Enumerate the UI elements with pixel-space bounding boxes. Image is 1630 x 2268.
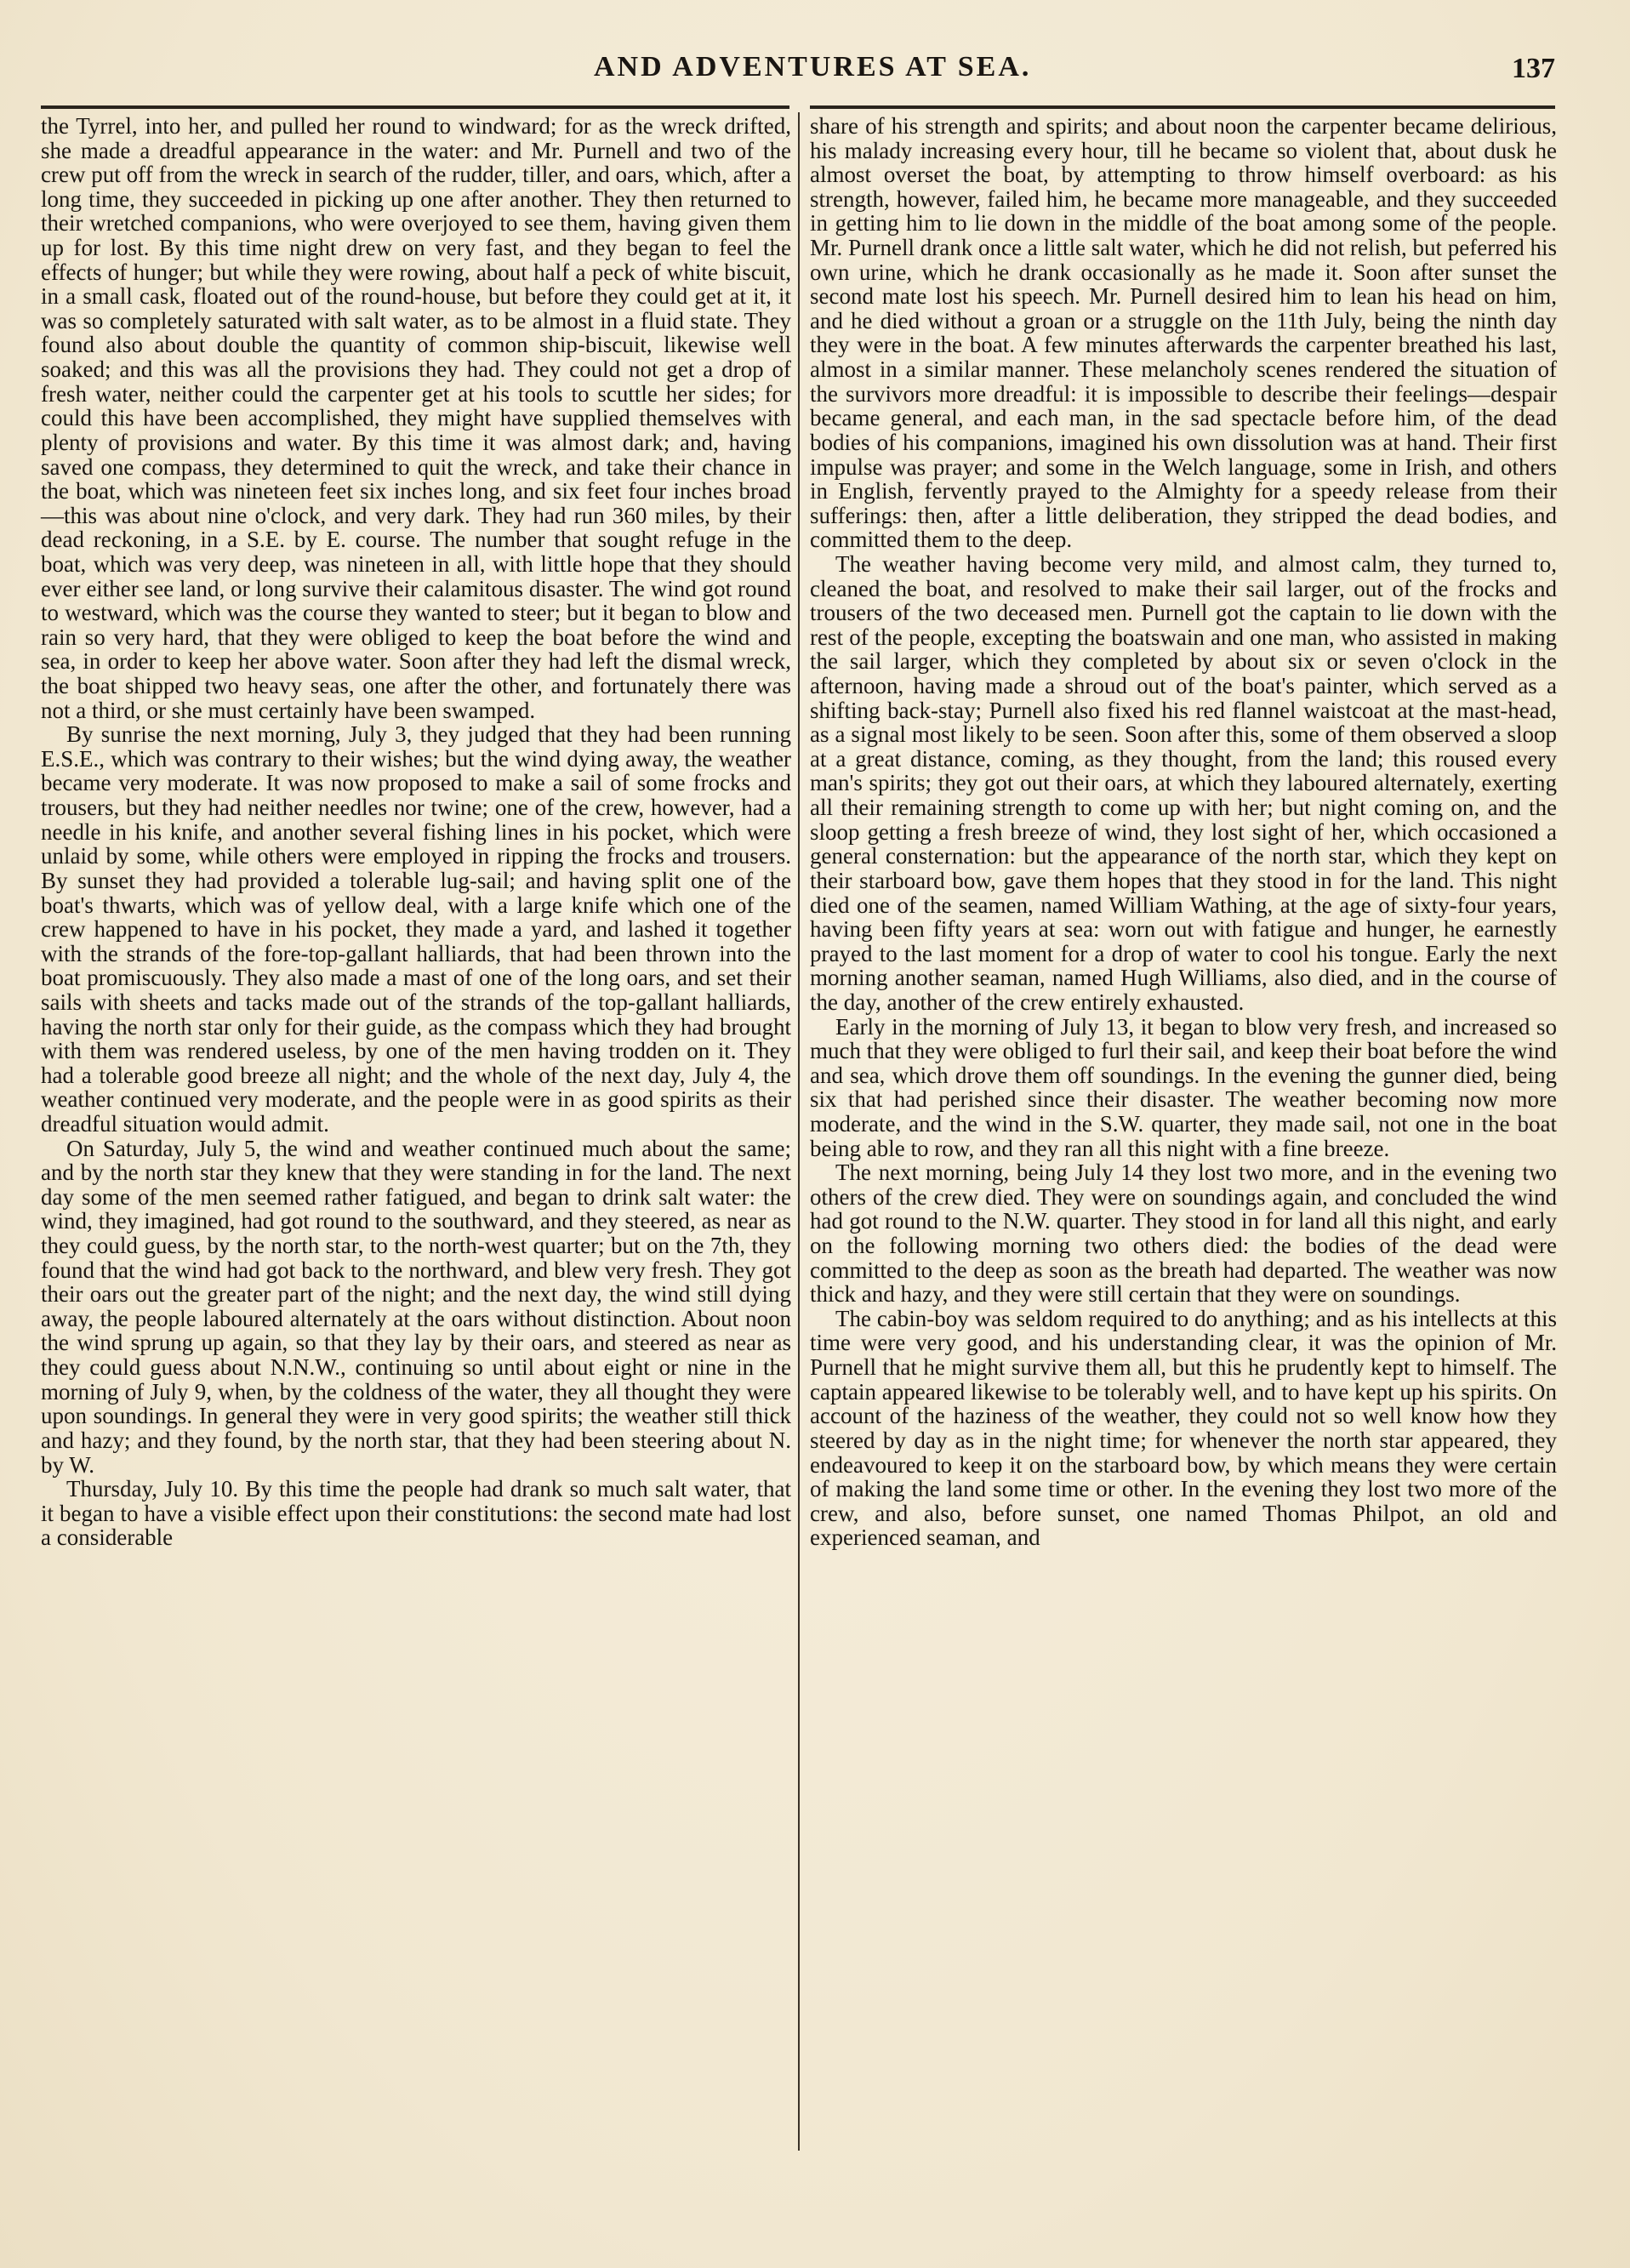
page-number: 137 (1512, 53, 1555, 84)
column-divider (798, 112, 800, 2151)
paragraph: The weather having become very mild, and almost calm, they turned to, cleaned the boat, and resolved to make their sail larger, out of the frocks and trousers of the two deceased men. Purnell got the captain to lie down with the rest of the people, excepting the boatswain and one man, who assisted in making the sail larger, which they completed by about six or seven o'clock in the afternoon, having made a shroud out of the boat's painter, which served as a shifting back-stay; Purnell also fixed his red flannel waistcoat at the mast-head, as a signal most likely to be seen. Soon after this, some of them observed a sloop at a great distance, coming, as they thought, from the land; this roused every man's spirits; they got out their oars, at which they laboured alternately, exerting all their remaining strength to come up with her; but night coming on, and the sloop getting a fresh breeze of wind, they lost sight of her, which occasioned a general consternation: but the appearance of the north star, which they kept on their starboard bow, gave them hopes that they stood in for the land. This night died one of the seamen, named William Wathing, at the age of sixty-four years, having been fifty years at sea: worn out with fatigue and hunger, he earnestly prayed to the last moment for a drop of water to cool his tongue. Early the next morning another seaman, named Hugh Williams, also died, and in the course of the day, another of the crew entirely exhausted. (810, 550, 1557, 1015)
header-rule-left (41, 105, 789, 109)
running-title: AND ADVENTURES AT SEA. (594, 51, 1032, 83)
paragraph: the Tyrrel, into her, and pulled her round to windward; for as the wreck drifted, she made a dreadful appearance in the water: and Mr. Purnell and two of the crew put off from the wreck in search of the rudder, tiller, and oars, which, after a long time, they succeeded in picking up one after another. They then returned to their wretched companions, who were overjoyed to see them, having given them up for lost. By this time night drew on very fast, and they began to feel the effects of hunger; but while they were rowing, about half a peck of white biscuit, in a small cask, floated out of the round-house, but before they could get at it, it was so completely saturated with salt water, as to be almost in a fluid state. They found also about double the quantity of common ship-biscuit, likewise well soaked; and this was all the provisions they had. They could not get a drop of fresh water, neither could the carpenter get at his tools to scuttle her sides; for could this have been accomplished, they might have supplied themselves with plenty of provisions and water. By this time it was almost dark; and, having saved one compass, they determined to quit the wreck, and take their chance in the boat, which was nineteen feet six inches long, and six feet four inches broad—this was about nine o'clock, and very dark. They had run 360 miles, by their dead reckoning, in a S.E. by E. course. The number that sought refuge in the boat, which was very deep, was nineteen in all, with little hope that they should ever either see land, or long survive their calamitous disaster. The wind got round to westward, which was the course they wanted to steer; but it began to blow and rain so very hard, that they were obliged to keep the boat before the wind and sea, in order to keep her above water. Soon after they had left the dismal wreck, the boat shipped two heavy seas, one after the other, and fortunately there was not a third, or she must certainly have been swamped. (41, 113, 791, 723)
paragraph: share of his strength and spirits; and about noon the carpenter became delirious, his malady increasing every hour, till he became so violent that, about dusk he almost overset the boat, by attempting to throw himself overboard: as his strength, however, failed him, he became more manageable, and they succeeded in getting him to lie down in the middle of the boat among some of the people. Mr. Purnell drank once a little salt water, which he did not relish, but peferred his own urine, which he drank occasionally as he made it. Soon after sunset the second mate lost his speech. Mr. Purnell desired him to lean his head on him, and he died without a groan or a struggle on the 11th July, being the ninth day they were in the boat. A few minutes afterwards the carpenter breathed his last, almost in a similar manner. These melancholy scenes rendered the situation of the survivors more dreadful: it is impossible to describe their feelings—despair became general, and each man, in the sad spectacle before him, of the dead bodies of his companions, imagined his own dissolution was at hand. Their first impulse was prayer; and some in the Welch language, some in Irish, and others in English, fervently prayed to the Almighty for a speedy release from their sufferings: then, after a little deliberation, they stripped the dead bodies, and committed them to the deep. (810, 113, 1557, 553)
paragraph: On Saturday, July 5, the wind and weather continued much about the same; and by the north star they knew that they were standing in for the land. The next day some of the men seemed rather fatigued, and began to drink salt water: the wind, they imagined, had got round to the southward, and they steered, as near as they could guess, by the north star, to the north-west quarter; but on the 7th, they found that the wind had got back to the northward, and blew very fresh. They got their oars out the greater part of the night; and the next day, the wind still dying away, the people laboured alternately at the oars without distinction. About noon the wind sprung up again, so that they lay by their oars, and steered as near as they could guess about N.N.W., continuing so until about eight or nine in the morning of July 9, when, by the coldness of the water, they all thought they were upon soundings. In general they were in very good spirits; the weather still thick and hazy; and they found, by the north star, that they had been steering about N. by W. (41, 1135, 791, 1478)
paragraph: Thursday, July 10. By this time the people had drank so much salt water, that it began to have a visible effect upon their constitutions: the second mate had lost a considerable (41, 1476, 791, 1551)
paragraph: The cabin-boy was seldom required to do anything; and as his intellects at this time were very good, and his understanding clear, it was the opinion of Mr. Purnell that he might survive them all, but this he prudently kept to himself. The captain appeared likewise to be tolerably well, and to have kept up his spirits. On account of the haziness of the weather, they could not so well know how they steered by day as in the night time; for whenever the north star appeared, they endeavoured to keep it on the starboard bow, by which means they were certain of making the land some time or other. In the evening they lost two more of the crew, and also, before sunset, one named Thomas Philpot, an old and experienced seaman, and (810, 1305, 1557, 1551)
page-header (41, 44, 1555, 95)
header-rule-right (810, 105, 1555, 109)
paragraph: Early in the morning of July 13, it began to blow very fresh, and increased so much that they were obliged to furl their sail, and keep their boat before the wind and sea, which drove them off soundings. In the evening the gunner died, being six that had perished since their disaster. The weather becoming now more moderate, and the wind in the S.W. quarter, they made sail, not one in the boat being able to row, and they ran all this night with a fine breeze. (810, 1013, 1557, 1161)
paragraph: By sunrise the next morning, July 3, they judged that they had been running E.S.E., which was contrary to their wishes; but the wind dying away, the weather became very moderate. It was now proposed to make a sail of some frocks and trousers, but they had neither needles nor twine; one of the crew, however, had a needle in his knife, and another several fishing lines in his pocket, which were unlaid by some, while others were employed in ripping the frocks and trousers. By sunset they had provided a tolerable lug-sail; and having split one of the boat's thwarts, which was of yellow deal, with a large knife which one of the crew happened to have in his pocket, they made a yard, and lashed it together with the strands of the fore-top-gallant halliards, that had been thrown into the boat promiscuously. They also made a mast of one of the long oars, and set their sails with sheets and tacks made out of the strands of the top-gallant halliards, having the north star only for their guide, as the compass which they had brought with them was rendered useless, by one of the men having trodden on it. They had a tolerable good breeze all night; and the whole of the next day, July 4, the weather continued very moderate, and the people were in as good spirits as their dreadful situation would admit. (41, 721, 791, 1137)
paragraph: The next morning, being July 14 they lost two more, and in the evening two others of the crew died. They were on soundings again, and concluded the wind had got round to the N.W. quarter. They stood in for land all this night, and early on the following morning two others died: the bodies of the dead were committed to the deep as soon as the breath had departed. The weather was now thick and hazy, and they were still certain that they were on soundings. (810, 1160, 1557, 1308)
left-column (41, 114, 791, 1550)
right-column (810, 114, 1557, 1550)
